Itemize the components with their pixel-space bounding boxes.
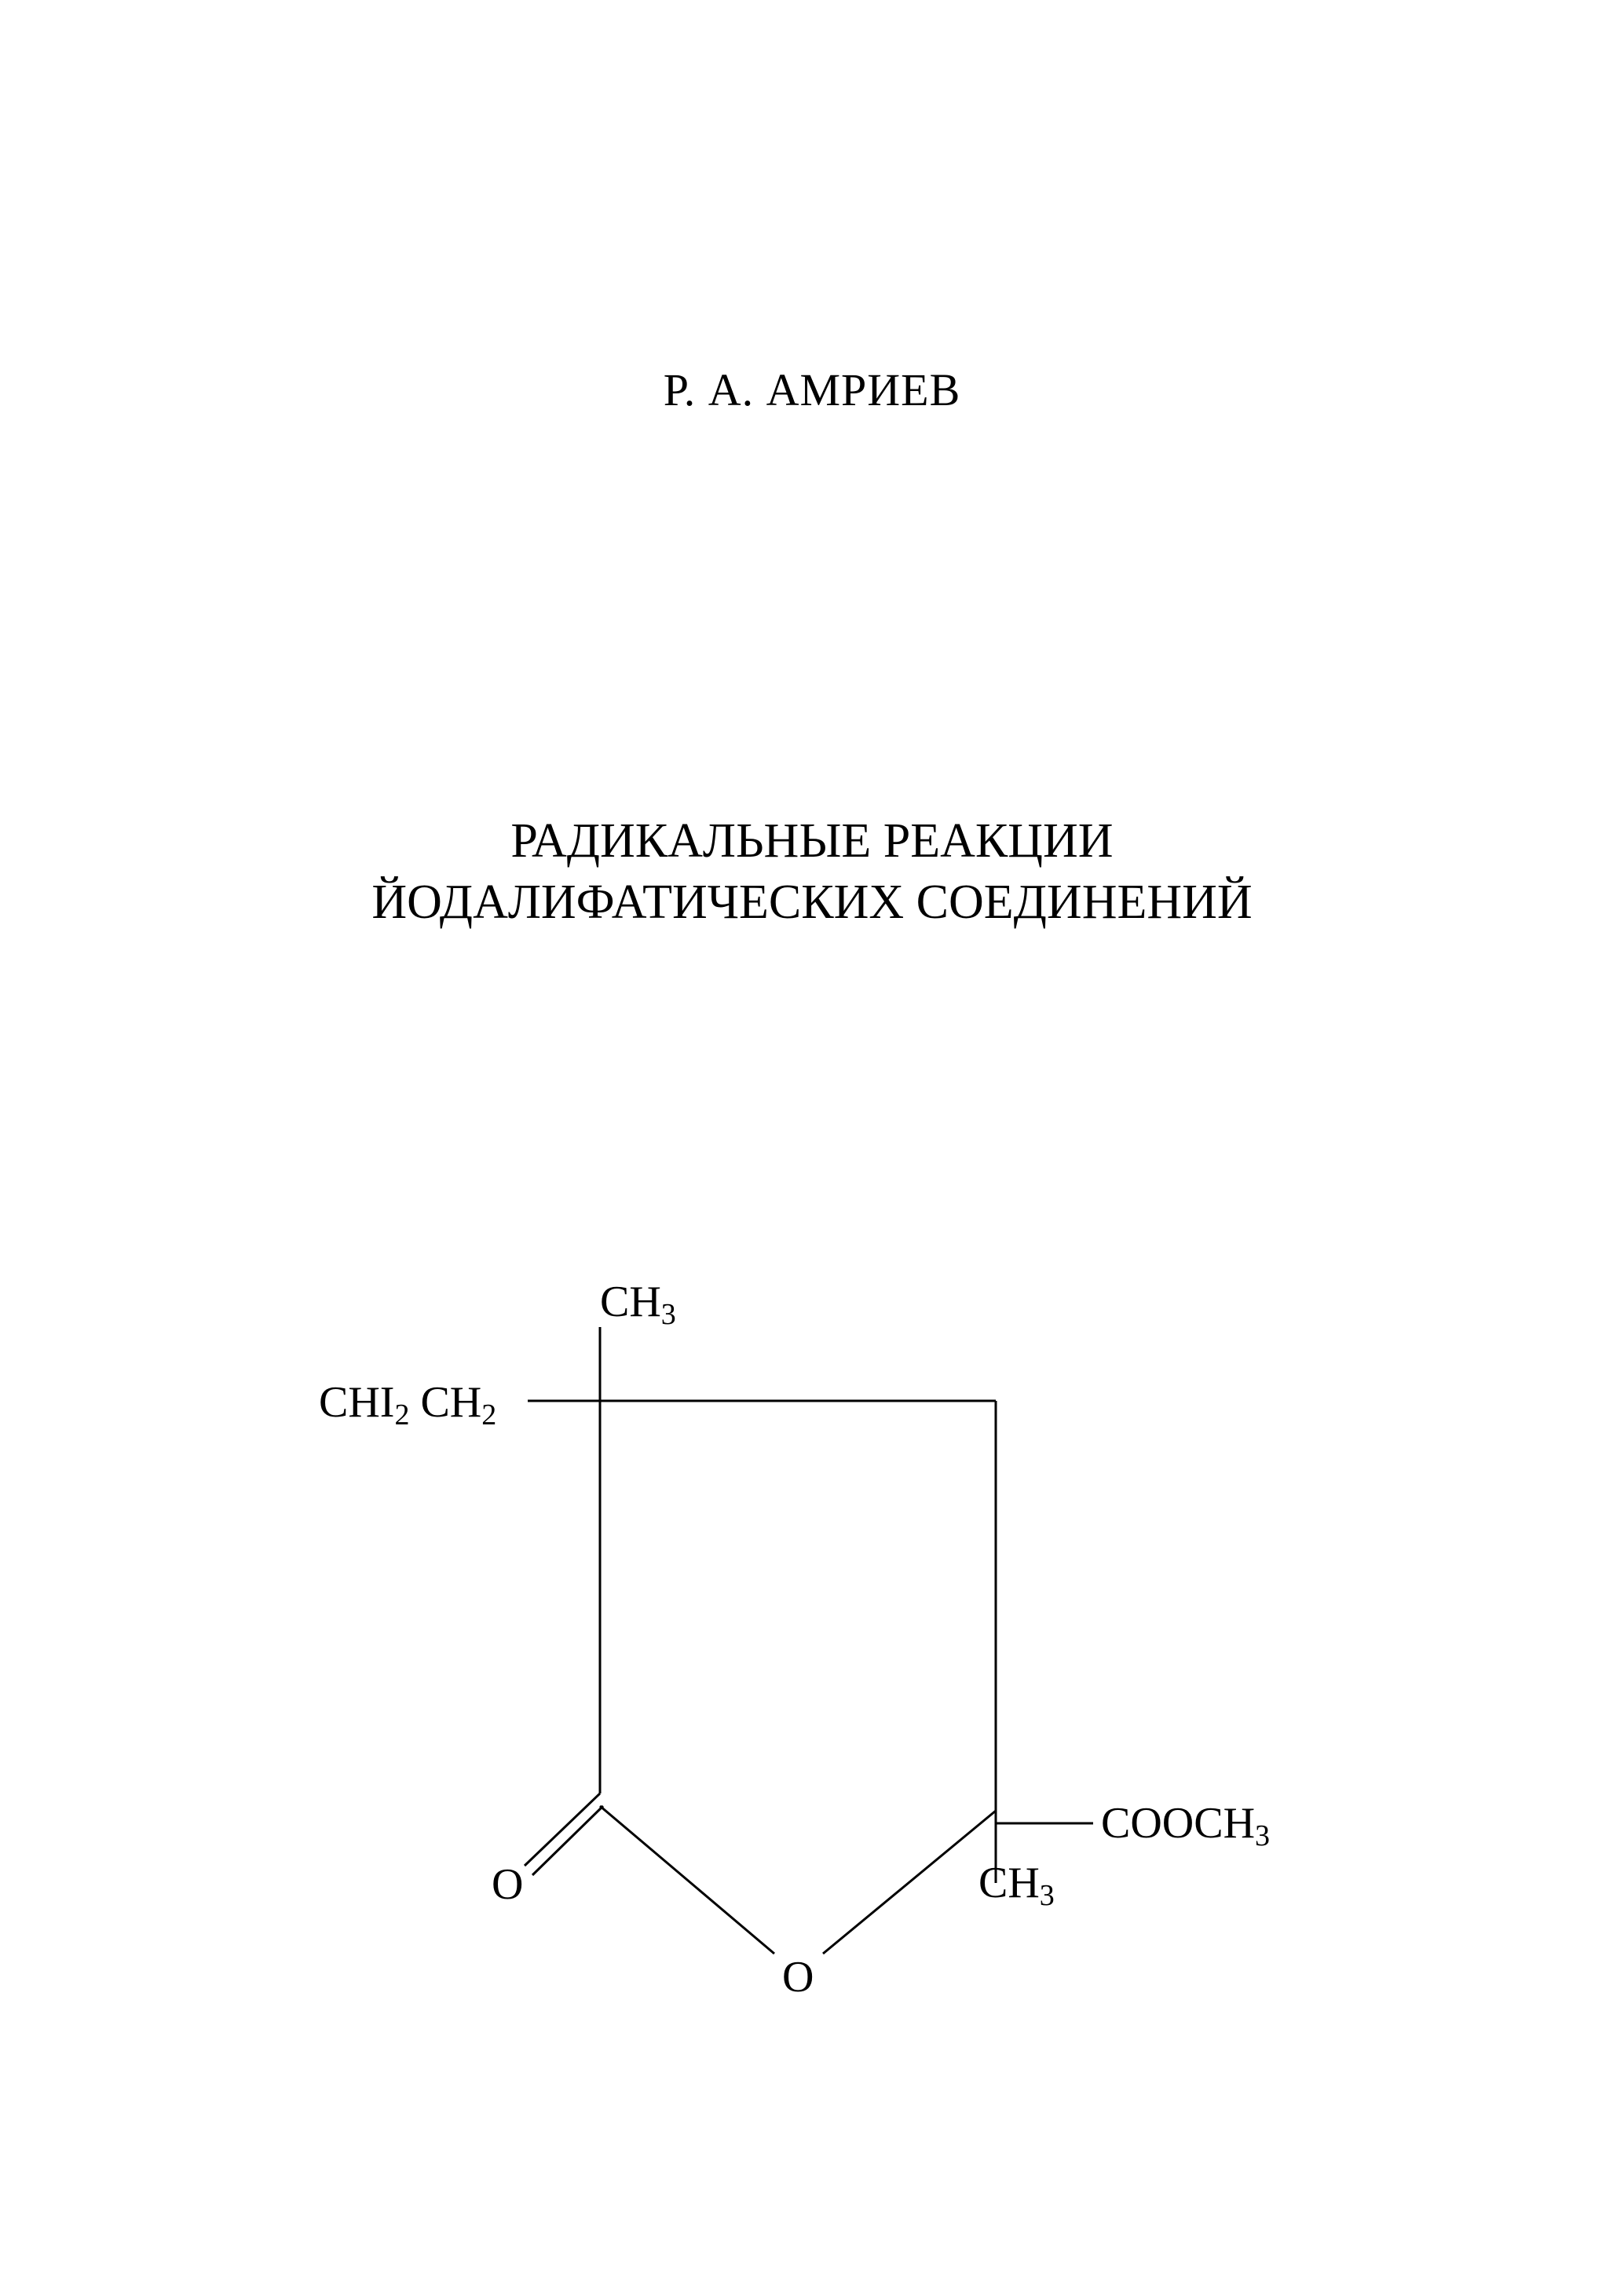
lower-methyl-label-subscript: 3 bbox=[1039, 1879, 1055, 1912]
lower-methyl-label bbox=[978, 1859, 1055, 1912]
bond-carbonyl-double-2 bbox=[532, 1806, 603, 1875]
top-methyl-label-subscript: 3 bbox=[660, 1298, 676, 1331]
side-chain-label-subscript-2: 2 bbox=[481, 1398, 497, 1431]
bond-ring-oxygen-to-quaternary-carbon bbox=[823, 1811, 996, 1954]
book-title-line-2: ЙОДАЛИФАТИЧЕСКИХ СОЕДИНЕНИЙ bbox=[371, 876, 1253, 929]
side-chain-label-part-2: CH bbox=[409, 1378, 482, 1427]
ester-group-label-main: COOCH bbox=[1101, 1799, 1256, 1848]
ester-group-label-subscript: 3 bbox=[1255, 1819, 1271, 1852]
ester-group-label bbox=[1101, 1799, 1270, 1852]
top-methyl-label-main: CH bbox=[600, 1278, 661, 1326]
ring-oxygen-label: O bbox=[782, 1953, 814, 2002]
bond-carbonyl-to-ring-oxygen bbox=[600, 1806, 774, 1954]
lower-methyl-label-main: CH bbox=[978, 1859, 1040, 1907]
side-chain-label bbox=[319, 1378, 496, 1431]
bond-carbonyl-double-1 bbox=[525, 1793, 600, 1866]
top-methyl-label bbox=[600, 1278, 676, 1331]
author-name: Р. А. АМРИЕВ bbox=[663, 364, 961, 415]
book-title-line-1: РАДИКАЛЬНЫЕ РЕАКЦИИ bbox=[510, 814, 1114, 868]
carbonyl-oxygen-label: O bbox=[492, 1860, 524, 1909]
side-chain-label-part-1: CHI bbox=[319, 1378, 395, 1427]
side-chain-label-subscript-1: 2 bbox=[394, 1398, 410, 1431]
